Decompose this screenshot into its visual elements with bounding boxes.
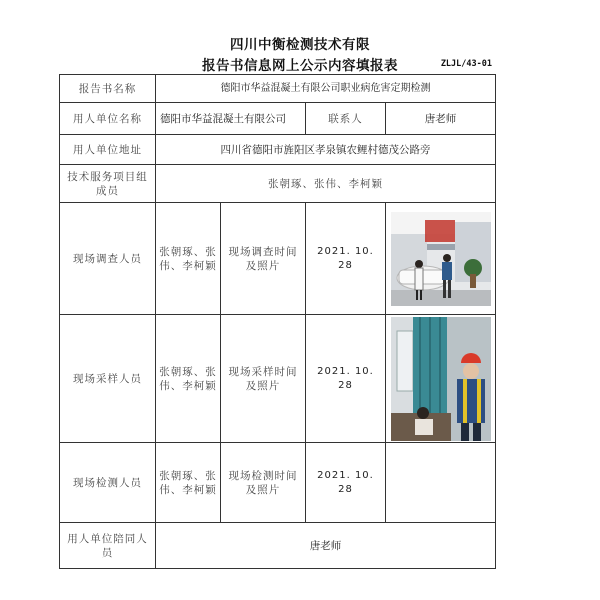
table-row	[60, 203, 496, 315]
employer-value: 德阳市华益混凝土有限公司	[156, 103, 306, 135]
table-row	[60, 75, 496, 103]
team-value: 张朝琢、张伟、李柯颖	[156, 165, 496, 203]
survey-photo-label: 现场调查时间及照片	[221, 203, 306, 315]
testing-date: 2021. 10. 28	[306, 443, 386, 523]
testing-photo-label: 现场检测时间及照片	[221, 443, 306, 523]
page-title-line2: 报告书信息网上公示内容填报表	[202, 58, 398, 74]
sampling-label: 现场采样人员	[60, 315, 156, 443]
table-row	[60, 315, 496, 443]
form-code: ZLJL/43-01	[440, 59, 492, 69]
table-row	[60, 135, 496, 165]
team-label: 技术服务项目组成员	[60, 165, 156, 203]
sampling-photo-cell	[386, 315, 496, 443]
survey-photo-cell	[386, 203, 496, 315]
report-name-value: 德阳市华益混凝土有限公司职业病危害定期检测	[156, 75, 496, 103]
table-row	[60, 523, 496, 569]
survey-date: 2021. 10. 28	[306, 203, 386, 315]
table-row	[60, 103, 496, 135]
address-label: 用人单位地址	[60, 135, 156, 165]
address-value: 四川省德阳市旌阳区孝泉镇农鲤村德茂公路旁	[156, 135, 496, 165]
testing-label: 现场检测人员	[60, 443, 156, 523]
survey-label: 现场调查人员	[60, 203, 156, 315]
sampling-photo	[391, 317, 491, 441]
escort-value: 唐老师	[156, 523, 496, 569]
contact-label: 联系人	[306, 103, 386, 135]
employer-label: 用人单位名称	[60, 103, 156, 135]
survey-names: 张朝琢、张伟、李柯颖	[156, 203, 221, 315]
page-title-line1: 四川中衡检测技术有限	[230, 37, 370, 53]
table-row	[60, 443, 496, 523]
sampling-names: 张朝琢、张伟、李柯颖	[156, 315, 221, 443]
escort-label: 用人单位陪同人员	[60, 523, 156, 569]
testing-photo-cell	[386, 443, 496, 523]
sampling-photo-label: 现场采样时间及照片	[221, 315, 306, 443]
testing-names: 张朝琢、张伟、李柯颖	[156, 443, 221, 523]
survey-photo	[391, 212, 491, 306]
contact-value: 唐老师	[386, 103, 496, 135]
table-row	[60, 165, 496, 203]
info-table	[59, 74, 496, 569]
report-name-label: 报告书名称	[60, 75, 156, 103]
sampling-date: 2021. 10. 28	[306, 315, 386, 443]
